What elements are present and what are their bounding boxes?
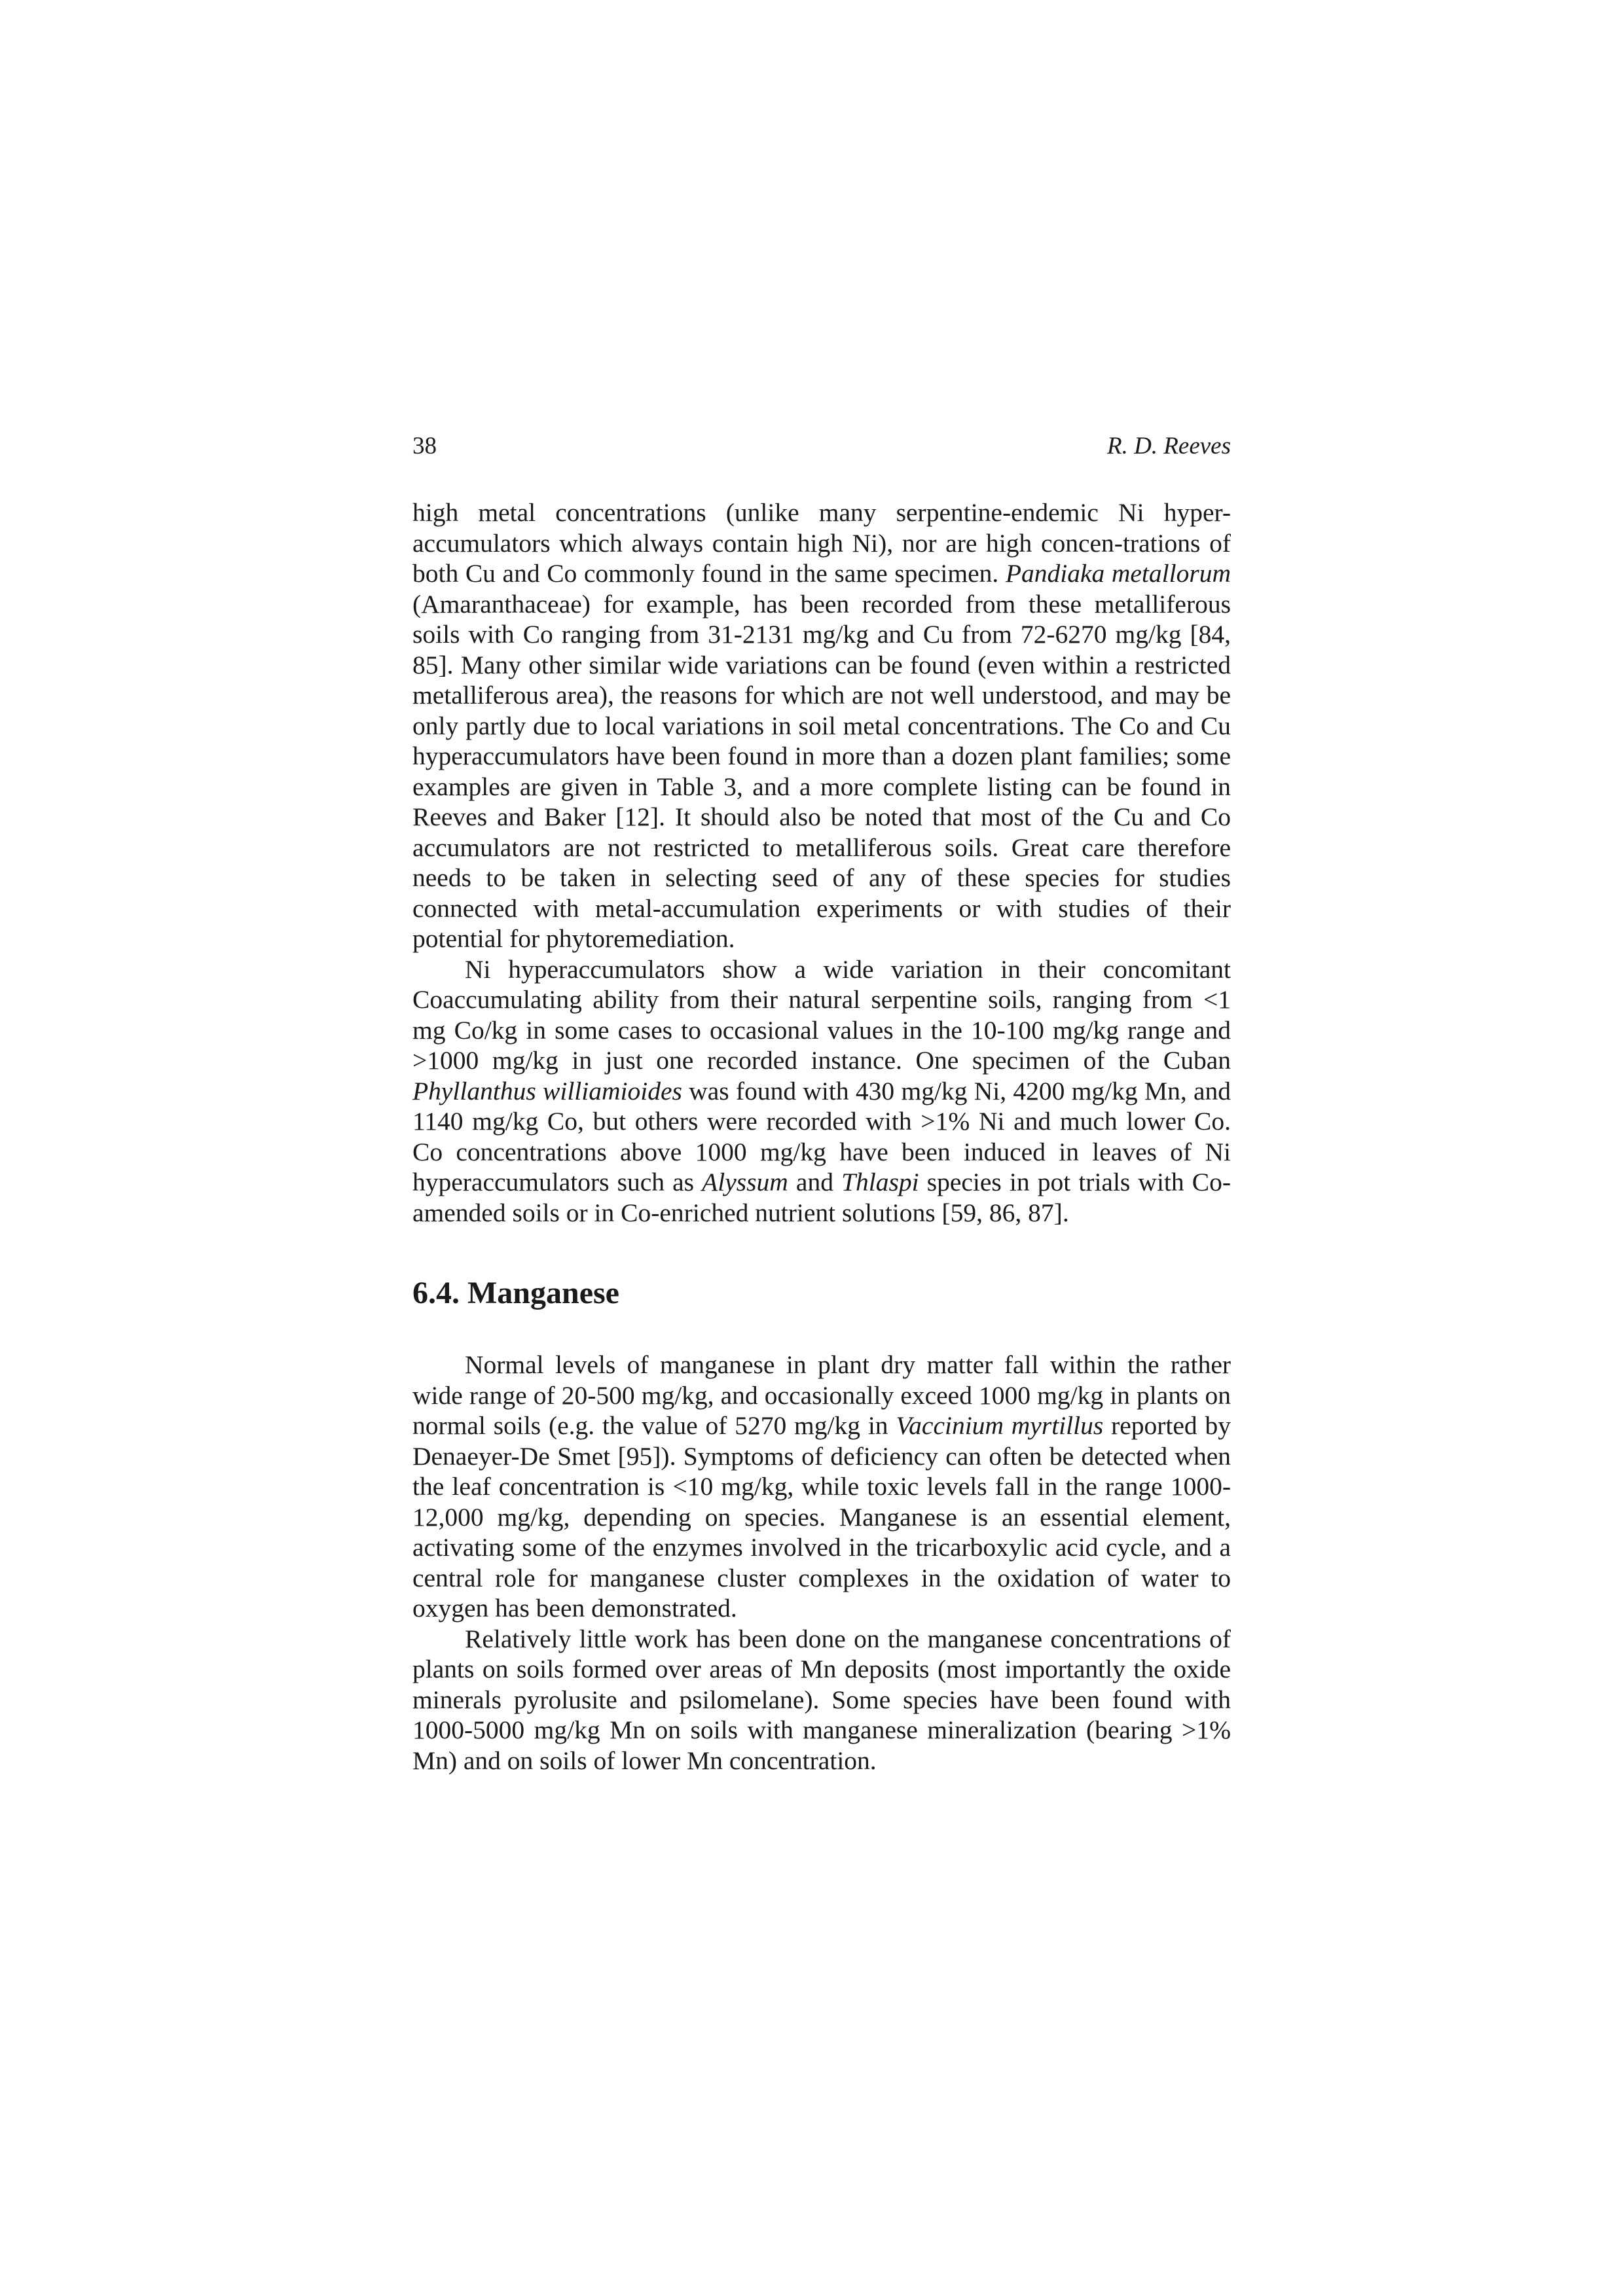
- genus-name: Alyssum: [702, 1168, 788, 1196]
- text-run: (Amaranthaceae) for example, has been recorded from these metalliferous soils with Co ranging from 31-2131 mg/kg and Cu from 72-6270 mg/kg [84, 85]. Many other similar wide variations can be found (even within a restricted metalliferous area), the reasons for which are not well understood, and may be only partly due to local variations in soil metal concentrations. The Co and Cu hyperaccumulators have been found in more than a dozen plant families; some examples are given in Table 3, and a more complete listing can be found in Reeves and Baker [12]. It should also be noted that most of the Cu and Co accumulators are not restricted to metalliferous soils. Great care therefore needs to be taken in selecting seed of any of these species for studies connected with metal-accumulation experiments or with studies of their potential for phytoremediation.: [412, 589, 1231, 953]
- running-head: R. D. Reeves: [1106, 433, 1231, 459]
- text-run: Ni hyperaccumulators show a wide variation in their concomitant Coaccumulating ability from their natural serpentine soils, ranging from <1 mg Co/kg in some cases to occasional values in the 10-100 mg/kg range and >1000 mg/kg in just one recorded instance. One specimen of the Cuban: [412, 954, 1231, 1075]
- species-name: Pandiaka metallorum: [1005, 559, 1231, 588]
- species-name: Vaccinium myrtillus: [896, 1411, 1104, 1440]
- species-name: Phyllanthus williamioides: [412, 1076, 682, 1105]
- text-run: reported by Denaeyer-De Smet [95]). Symptoms of deficiency can often be detected when the leaf concentration is <10 mg/kg, while toxic levels fall in the range 1000-12,000 mg/kg, depending on species. Manganese is an essential element, activating some of the enzymes involved in the tricarboxylic acid cycle, and a central role for manganese cluster complexes in the oxidation of water to oxygen has been demonstrated.: [412, 1411, 1231, 1623]
- genus-name: Thlaspi: [841, 1168, 919, 1196]
- text-run: Relatively little work has been done on the manganese concentrations of plants on soils formed over areas of Mn deposits (most importantly the oxide minerals pyrolusite and psilomelane). Some species have been found with 1000-5000 mg/kg Mn on soils with manganese mineralization (bearing >1% Mn) and on soils of lower Mn concentration.: [412, 1624, 1231, 1775]
- paragraph-mn-deposits: [412, 1624, 1231, 1776]
- text-run: species in pot trials with Co-amended soils or in Co-enriched nutrient solutions [59, 86, 87].: [412, 1168, 1231, 1227]
- text-run: was found with 430 mg/kg Ni, 4200 mg/kg Mn, and 1140 mg/kg Co, but others were recorded with >1% Ni and much lower Co. Co concentrations above 1000 mg/kg have been induced in leaves of Ni hyperaccumulators such as: [412, 1076, 1231, 1196]
- text-run: and: [795, 1168, 833, 1196]
- section-heading: 6.4. Manganese: [412, 1276, 619, 1310]
- paragraph-manganese-levels: [412, 1350, 1231, 1624]
- text-run: Normal levels of manganese in plant dry matter fall within the rather wide range of 20-500 mg/kg, and occasionally exceed 1000 mg/kg in plants on normal soils (e.g. the value of 5270 mg/kg in: [412, 1350, 1231, 1440]
- paragraph-continued: [412, 497, 1231, 954]
- page-number: 38: [412, 433, 437, 459]
- text-run: high metal concentrations (unlike many serpentine-endemic Ni hyper-accumulators which always contain high Ni), nor are high concen-trations of both Cu and Co commonly found in the same specimen.: [412, 498, 1231, 588]
- page-header: [412, 425, 1231, 465]
- paragraph-ni-hyperaccumulators: [412, 954, 1231, 1229]
- body-text: [412, 497, 1231, 1776]
